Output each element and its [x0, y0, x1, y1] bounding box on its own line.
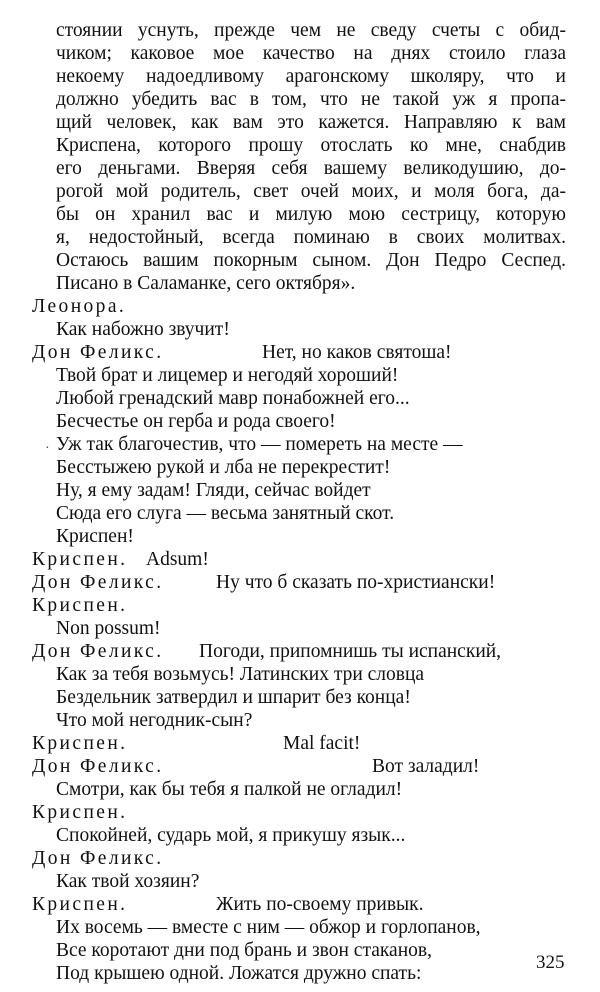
verse-text: Спокойней, сударь мой, я прикушу язык... [56, 825, 406, 846]
verse-text: Погоди, припомнишь ты испанский, [199, 641, 502, 662]
speaker-name: Криспен. [32, 549, 128, 570]
verse-text: Сюда его слуга — весьма занятный скот. [56, 503, 395, 524]
speaker-name: Криспен. [32, 802, 128, 823]
verse-text: Бесчестье он герба и рода своего! [56, 411, 336, 432]
prose-line: бы он хранил вас и милую мою сестрицу, которую [56, 204, 566, 225]
speaker-name: Криспен. [32, 595, 128, 616]
prose-line: Писано в Саламанке, сего октября». [56, 273, 356, 294]
prose-line: его деньгами. Вверяя себя вашему великодушию, до- [56, 158, 566, 179]
speaker-name: Леонора. [32, 296, 127, 317]
speaker-name: Дон Феликс. [32, 848, 164, 869]
verse-text: Любой гренадский мавр понабожней его... [56, 388, 410, 409]
prose-line: Остаюсь вашим покорным сыном. Дон Педро Сеспед. [56, 250, 566, 271]
prose-line: некоему надоедливому арагонскому школяру, что и [56, 66, 566, 87]
prose-line: чиком; каковое мое качество на днях стоило глаза [56, 43, 566, 64]
speaker-name: Дон Феликс. [32, 572, 164, 593]
verse-text: Бесстыжею рукой и лба не перекрестит! [56, 457, 391, 478]
prose-line: должно убедить вас в том, что не такой уж я пропа- [56, 89, 566, 110]
prose-line: щий человек, как вам это кажется. Направляю к вам [56, 112, 566, 133]
margin-dot: · [45, 441, 50, 456]
verse-text: Что мой негодник-сын? [56, 710, 253, 731]
verse-text: Под крышею одной. Ложатся дружно спать: [56, 963, 422, 984]
prose-line: Криспена, которого прошу отослать ко мне, снабдив [56, 135, 566, 156]
verse-text: Как набожно звучит! [56, 319, 230, 340]
verse-text: Их восемь — вместе с ним — обжор и горлопанов, [56, 917, 481, 938]
prose-line: я, недостойный, всегда поминаю в своих молитвах. [56, 227, 566, 248]
verse-text: Криспен! [56, 526, 134, 547]
prose-line: стоянии уснуть, прежде чем не сведу счеты с обид- [56, 20, 566, 41]
verse-text: Вот заладил! [372, 756, 480, 777]
verse-text: Ну что б сказать по-христиански! [216, 572, 496, 593]
verse-text: Нет, но каков святоша! [262, 342, 452, 363]
verse-text: Уж так благочестив, что — помереть на месте — [56, 434, 463, 455]
verse-text: Бездельник затвердил и шпарит без конца! [56, 687, 411, 708]
verse-text: Non possum! [56, 618, 161, 639]
speaker-name: Криспен. [32, 733, 128, 754]
verse-text: Adsum! [146, 549, 209, 570]
speaker-name: Дон Феликс. [32, 756, 164, 777]
prose-line: рогой мой родитель, свет очей моих, и моля бога, да- [56, 181, 566, 202]
verse-text: Как за тебя возьмусь! Латинских три словца [56, 664, 425, 685]
verse-text: Жить по-своему привык. [216, 894, 424, 915]
verse-text: Все коротают дни под брань и звон стаканов, [56, 940, 432, 961]
verse-text: Как твой хозяин? [56, 871, 200, 892]
verse-text: Ну, я ему задам! Гляди, сейчас войдет [56, 480, 371, 501]
speaker-name: Дон Феликс. [32, 342, 164, 363]
page-number: 325 [536, 952, 565, 973]
verse-text: Твой брат и лицемер и негодяй хороший! [56, 365, 399, 386]
verse-text: Смотри, как бы тебя я палкой не огладил! [56, 779, 403, 800]
verse-text: Mal facit! [283, 733, 361, 754]
speaker-name: Дон Феликс. [32, 641, 164, 662]
speaker-name: Криспен. [32, 894, 128, 915]
